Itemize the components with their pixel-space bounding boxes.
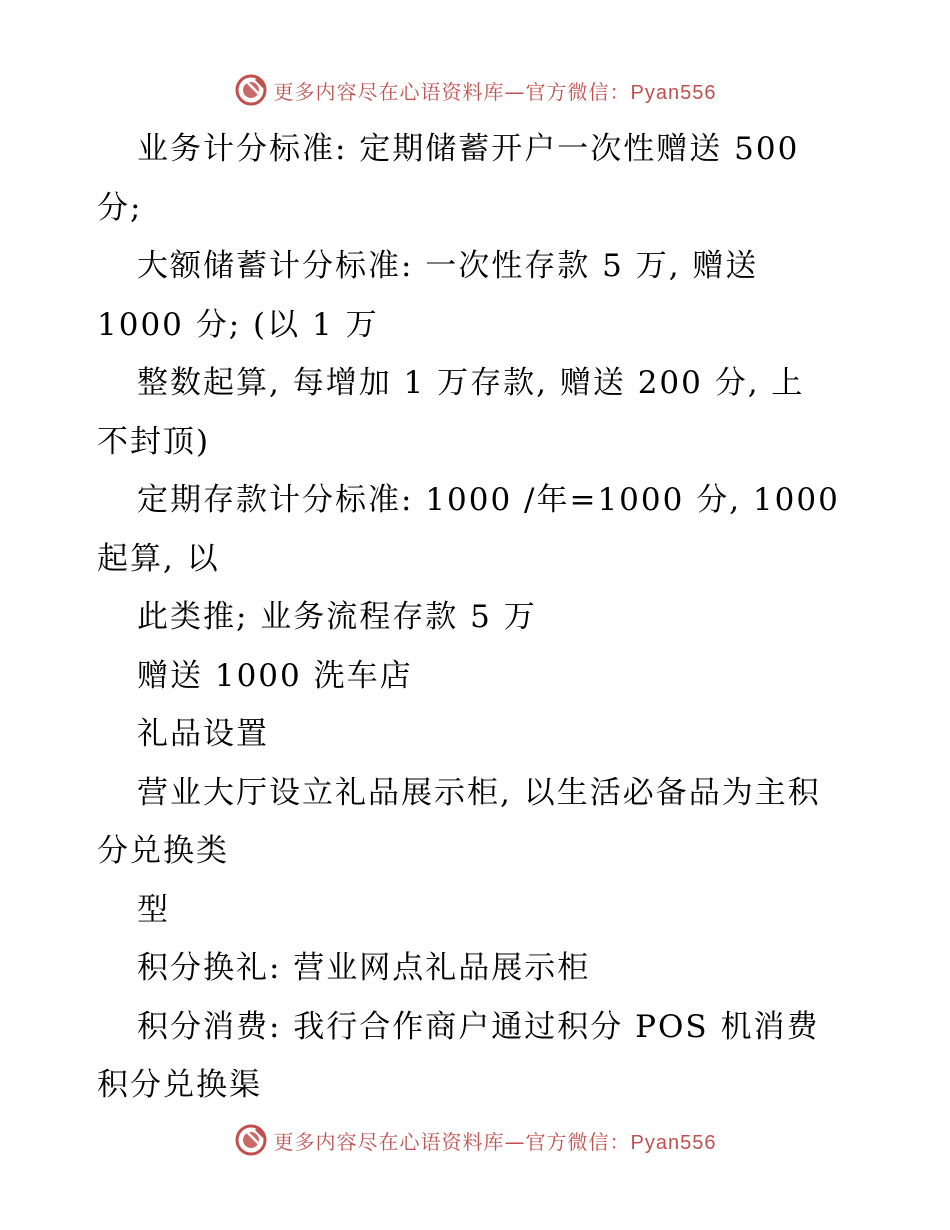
text-line: 1000 分; (以 1 万 xyxy=(97,306,379,343)
footer-watermark xyxy=(0,1120,950,1160)
text-line: 定期存款计分标准: 1000 /年=1000 分, 1000 xyxy=(137,482,840,518)
header-wechat-handle: Pyan556 xyxy=(630,81,717,104)
footer-watermark-label: 更多内容尽在心语资料库—官方微信： xyxy=(273,1129,631,1154)
text-line: 积分兑换渠 xyxy=(97,1067,262,1103)
document-body xyxy=(97,120,857,1115)
text-line: 分; xyxy=(97,189,143,226)
text-line: 此类推; 业务流程存款 5 万 xyxy=(137,599,537,635)
header-watermark xyxy=(0,70,950,110)
footer-wechat-handle: Pyan556 xyxy=(630,1131,717,1154)
text-line: 整数起算, 每增加 1 万存款, 赠送 200 分, 上 xyxy=(137,365,805,401)
text-line: 礼品设置 xyxy=(137,716,269,752)
text-line: 业务计分标准: 定期储蓄开户一次性赠送 500 xyxy=(137,131,800,167)
text-line: 不封顶) xyxy=(97,423,211,460)
text-line: 分兑换类 xyxy=(97,833,229,869)
text-line: 大额储蓄计分标准: 一次性存款 5 万, 赠送 xyxy=(137,248,759,284)
header-watermark-label: 更多内容尽在心语资料库—官方微信： xyxy=(273,79,631,104)
text-line: 赠送 1000 洗车店 xyxy=(137,657,413,694)
footer-watermark-text xyxy=(274,1126,717,1155)
text-line: 积分消费: 我行合作商户通过积分 POS 机消费 xyxy=(137,1008,820,1045)
text-line: 起算, 以 xyxy=(97,540,220,577)
brand-seal-icon xyxy=(234,73,268,107)
header-watermark-text xyxy=(274,76,717,105)
text-line: 营业大厅设立礼品展示柜, 以生活必备品为主积 xyxy=(137,774,821,811)
brand-seal-icon xyxy=(234,1123,268,1157)
text-line: 积分换礼: 营业网点礼品展示柜 xyxy=(137,950,591,986)
text-line: 型 xyxy=(137,891,170,928)
